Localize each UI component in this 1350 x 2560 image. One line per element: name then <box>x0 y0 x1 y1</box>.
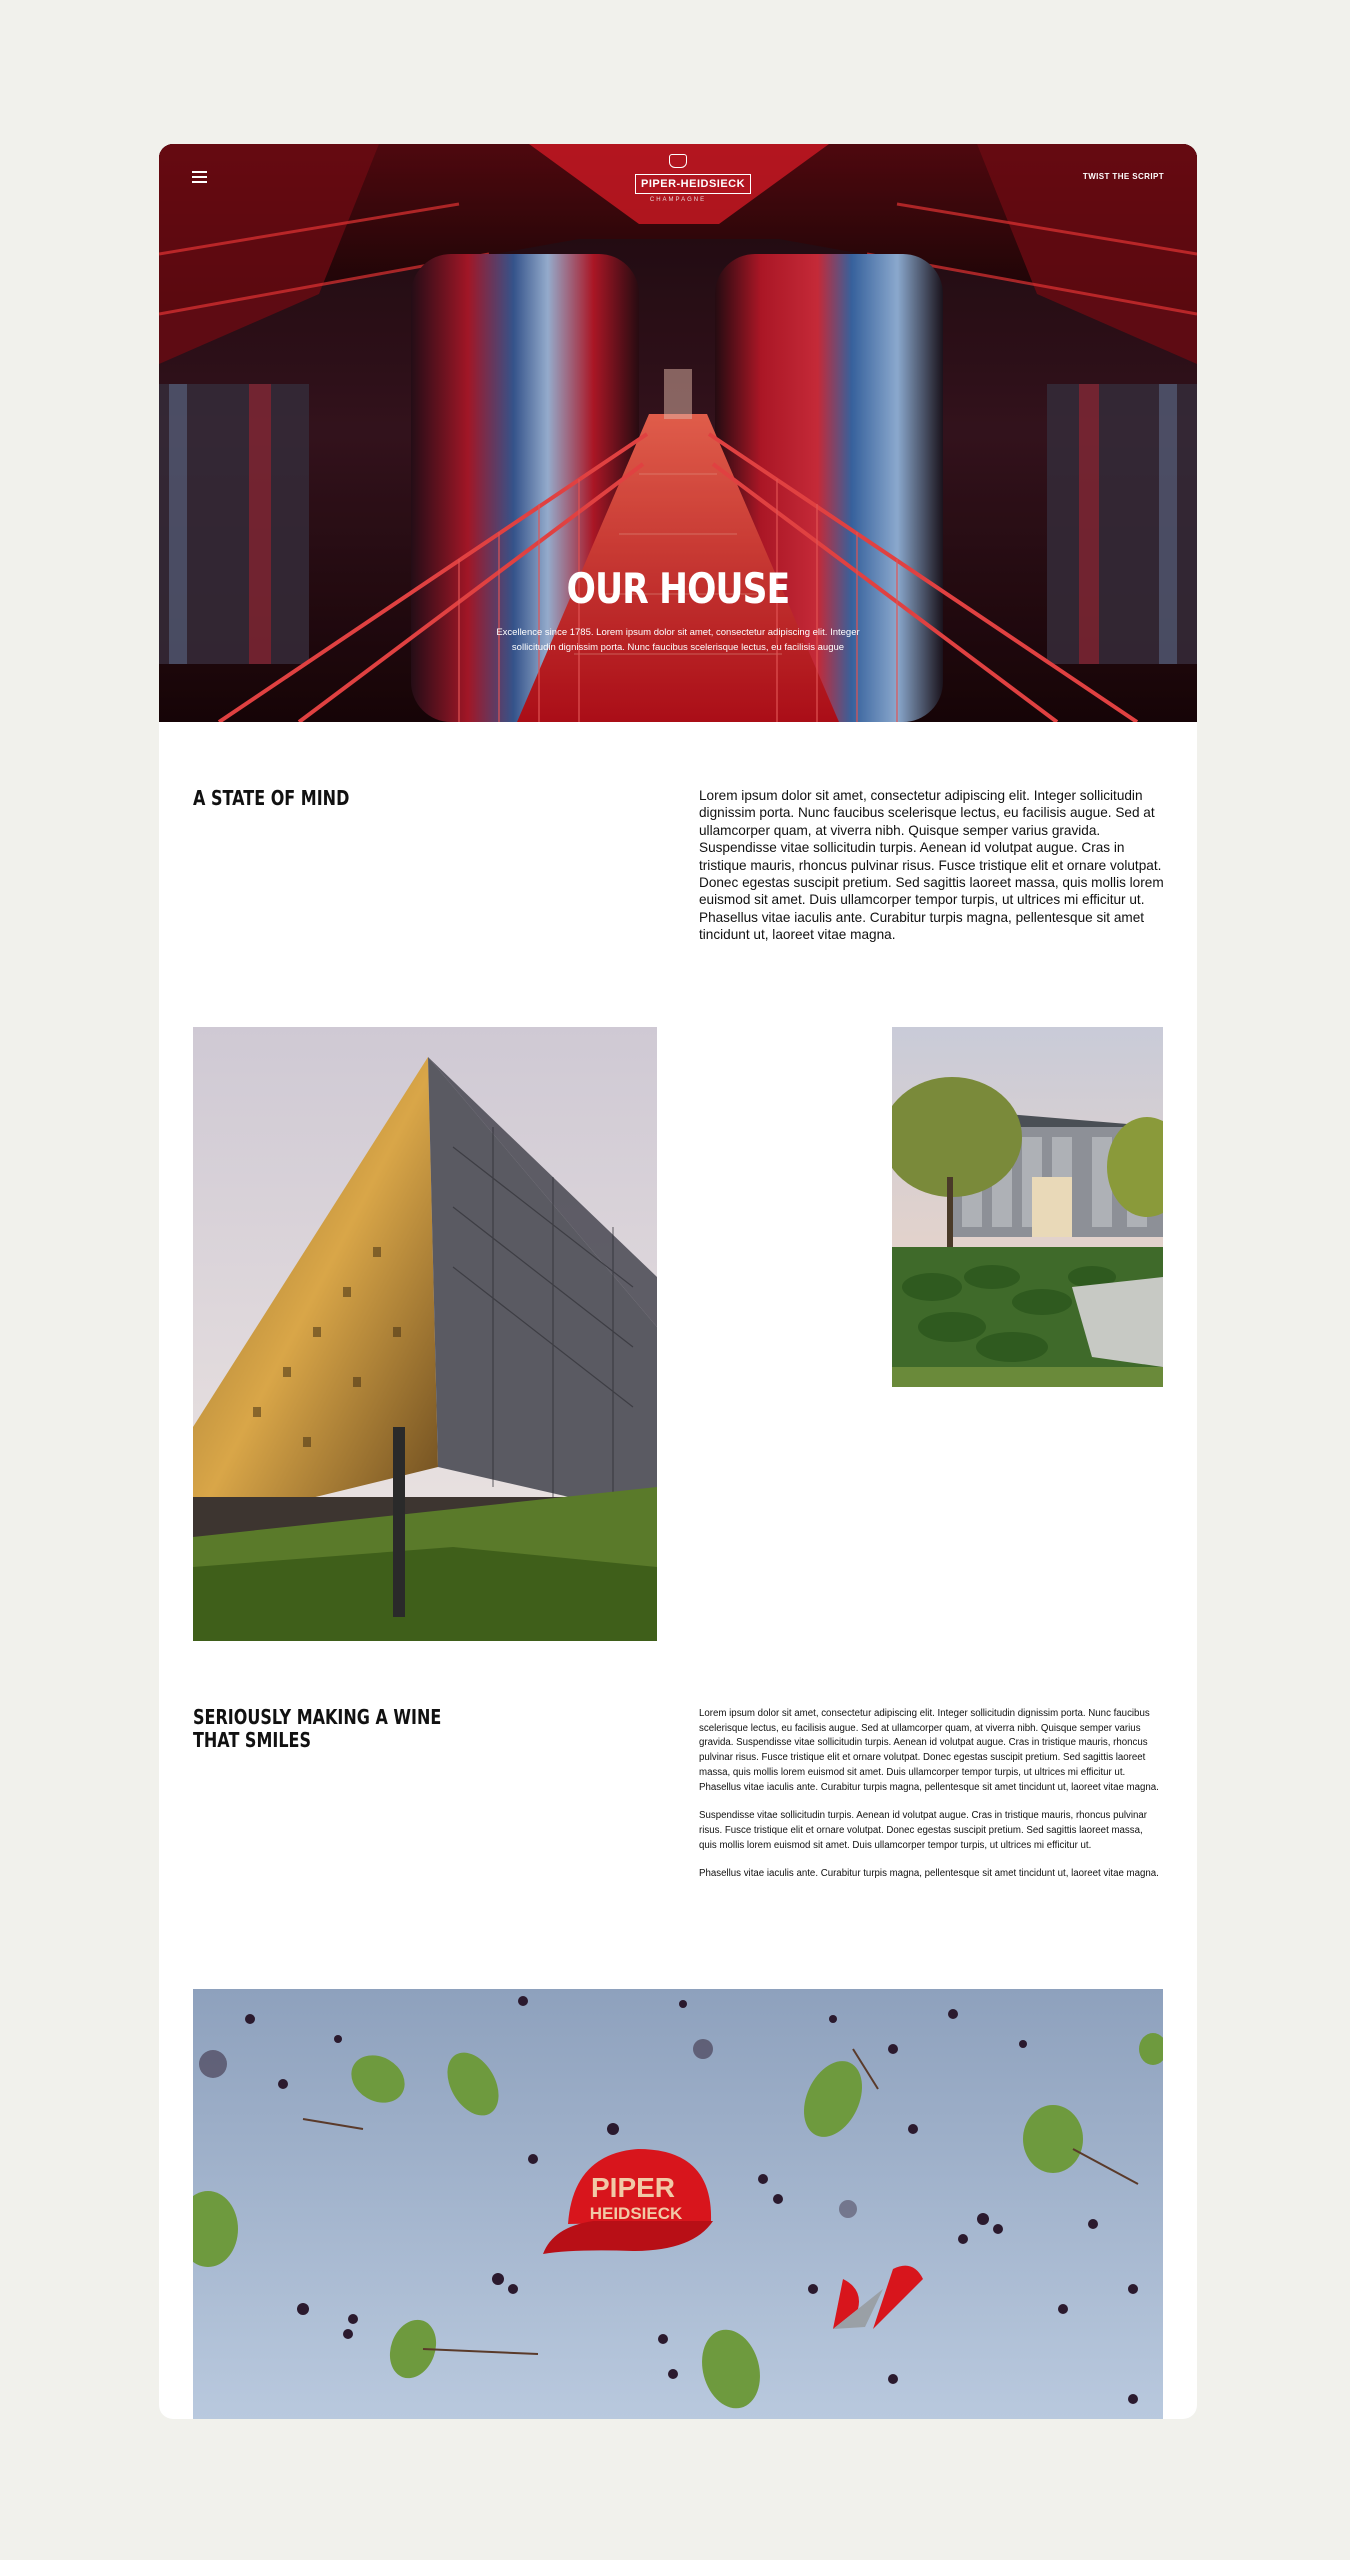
twist-the-script-link[interactable]: TWIST THE SCRIPT <box>1082 172 1164 181</box>
page-card <box>159 144 1197 2419</box>
hero-title: OUR HOUSE <box>566 564 790 613</box>
section-body-wine-smiles <box>699 1707 1162 1896</box>
courtyard-garden-photo <box>892 1027 1163 1387</box>
cap-logo-line2: HEIDSIECK <box>589 2204 683 2223</box>
hero-banner <box>159 144 1197 722</box>
section-body-state-of-mind: Lorem ipsum dolor sit amet, consectetur adipiscing elit. Integer sollicitudin dignissim porta. Nunc faucibus scelerisque lectus, eu facilisis augue. Sed at ullamcorper quam, at viverra nibh. Quisque semper varius gravida. Suspendisse vitae sollicitudin turpis. Aenean id volutpat augue. Cras in tristique mauris, rhoncus pulvinar risus. Fusce tristique elit et ornare volutpat. Donec egestas suscipit pretium. Sed sagittis laoreet massa, quis mollis lorem euismod sit amet. Duis ullamcorper tempor turpis, ut ultrices mi efficitur ut. Phasellus vitae iaculis ante. Curabitur turpis magna, pellentesque sit amet tincidunt ut, laoreet vitae magna. <box>699 788 1164 943</box>
flying-cap-grapes-photo <box>193 1989 1163 2419</box>
cap-logo-line1: PIPER <box>590 2172 676 2203</box>
paragraph: Lorem ipsum dolor sit amet, consectetur adipiscing elit. Integer sollicitudin dignissim porta. Nunc faucibus scelerisque lectus, eu facilisis augue. Sed at ullamcorper quam, at viverra nibh. Quisque semper varius gravida. Suspendisse vitae sollicitudin turpis. Aenean id volutpat augue. Cras in tristique mauris, rhoncus pulvinar risus. Fusce tristique elit et ornare volutpat. Donec egestas suscipit pretium. Sed sagittis laoreet massa, quis mollis lorem euismod sit amet. Duis ullamcorper tempor turpis, ut ultrices mi efficitur ut. Phasellus vitae iaculis ante. Curabitur turpis magna, pellentesque sit amet tincidunt ut, laoreet vitae magna. <box>699 1708 1159 1793</box>
paragraph: Phasellus vitae iaculis ante. Curabitur turpis magna, pellentesque sit amet tincidunt ut, laoreet vitae magna. <box>699 1868 1159 1880</box>
building-facade-photo <box>193 1027 657 1641</box>
paragraph: Suspendisse vitae sollicitudin turpis. Aenean id volutpat augue. Cras in tristique mauris, rhoncus pulvinar risus. Fusce tristique elit et ornare volutpat. Donec egestas suscipit pretium. Sed sagittis laoreet massa, quis mollis lorem euismod sit amet. Duis ullamcorper tempor turpis, ut ultrices mi efficitur ut. <box>699 1810 1148 1851</box>
hero-subtitle: Excellence since 1785. Lorem ipsum dolor sit amet, consectetur adipiscing elit. Integer sollicitudin dignissim porta. Nunc faucibus scelerisque lectus, eu facilisis augue <box>496 627 860 653</box>
logo-subtitle: CHAMPAGNE <box>649 197 707 203</box>
section-heading-wine-smiles <box>193 1706 441 1752</box>
brand-logo[interactable] <box>635 154 746 210</box>
heading-line-1: SERIOUSLY MAKING A WINE <box>193 1705 442 1729</box>
section-heading-state-of-mind: A STATE OF MIND <box>193 786 350 810</box>
heading-line-2: THAT SMILES <box>193 1728 311 1752</box>
logo-wordmark: PIPER-HEIDSIECK <box>635 174 751 194</box>
menu-icon[interactable] <box>192 171 207 184</box>
crest-icon <box>669 154 687 168</box>
